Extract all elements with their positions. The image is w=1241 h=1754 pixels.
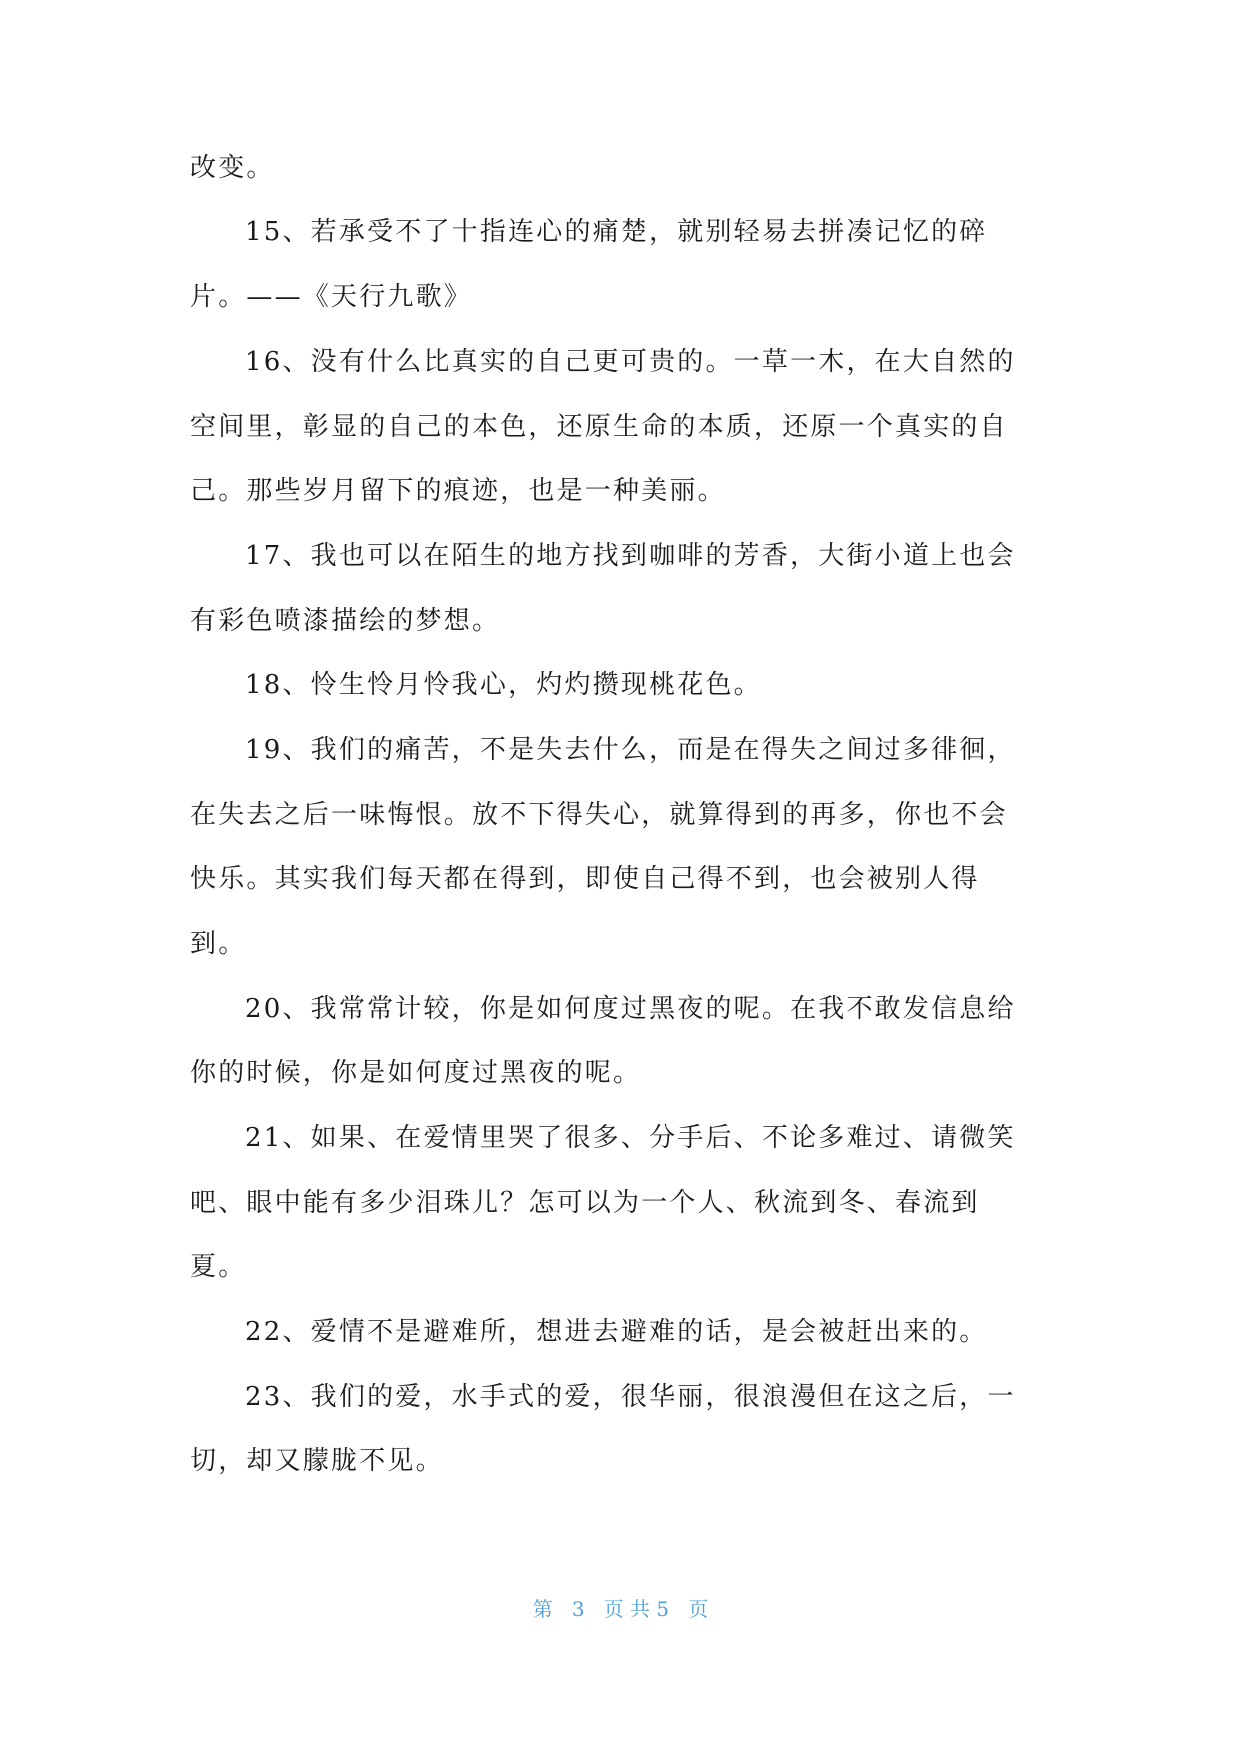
text-line: 切，却又朦胧不见。 <box>190 1446 444 1476</box>
text-line: 21、如果、在爱情里哭了很多、分手后、不论多难过、请微笑 <box>245 1123 1016 1153</box>
text-line: 到。 <box>190 929 247 959</box>
text-line: 己。那些岁月留下的痕迹，也是一种美丽。 <box>190 476 726 506</box>
text-line: 20、我常常计较，你是如何度过黑夜的呢。在我不敢发信息给 <box>245 994 1016 1024</box>
text-line: 16、没有什么比真实的自己更可贵的。一草一木，在大自然的 <box>245 347 1016 377</box>
text-line: 18、怜生怜月怜我心，灼灼攒现桃花色。 <box>245 670 762 700</box>
footer-current-page: 3 <box>571 1597 585 1621</box>
text-line: 夏。 <box>190 1252 247 1282</box>
text-line: 片。——《天行九歌》 <box>190 282 473 312</box>
footer-page-suffix: 页 <box>688 1597 709 1621</box>
footer-page-prefix: 第 <box>532 1597 553 1621</box>
text-line: 17、我也可以在陌生的地方找到咖啡的芳香，大街小道上也会 <box>245 541 1016 571</box>
text-line: 空间里，彰显的自己的本色，还原生命的本质，还原一个真实的自 <box>190 412 1008 442</box>
text-line: 22、爱情不是避难所，想进去避难的话，是会被赶出来的。 <box>245 1317 988 1347</box>
text-line: 在失去之后一味悔恨。放不下得失心，就算得到的再多，你也不会 <box>190 800 1008 830</box>
text-line: 23、我们的爱，水手式的爱，很华丽，很浪漫但在这之后，一 <box>245 1382 1016 1412</box>
footer-page-mid: 页 共 <box>603 1597 651 1621</box>
text-line: 吧、眼中能有多少泪珠儿？怎可以为一个人、秋流到冬、春流到 <box>190 1188 980 1218</box>
text-line: 你的时候，你是如何度过黑夜的呢。 <box>190 1058 642 1088</box>
text-line: 19、我们的痛苦，不是失去什么，而是在得失之间过多徘徊， <box>245 735 1016 765</box>
text-line: 有彩色喷漆描绘的梦想。 <box>190 606 501 636</box>
text-line: 快乐。其实我们每天都在得到，即使自己得不到，也会被别人得 <box>190 864 980 894</box>
text-line: 15、若承受不了十指连心的痛楚，就别轻易去拼凑记忆的碎 <box>245 217 988 247</box>
footer-total-pages: 5 <box>656 1597 670 1621</box>
page-footer <box>0 1595 1241 1623</box>
text-line: 改变。 <box>190 153 275 183</box>
